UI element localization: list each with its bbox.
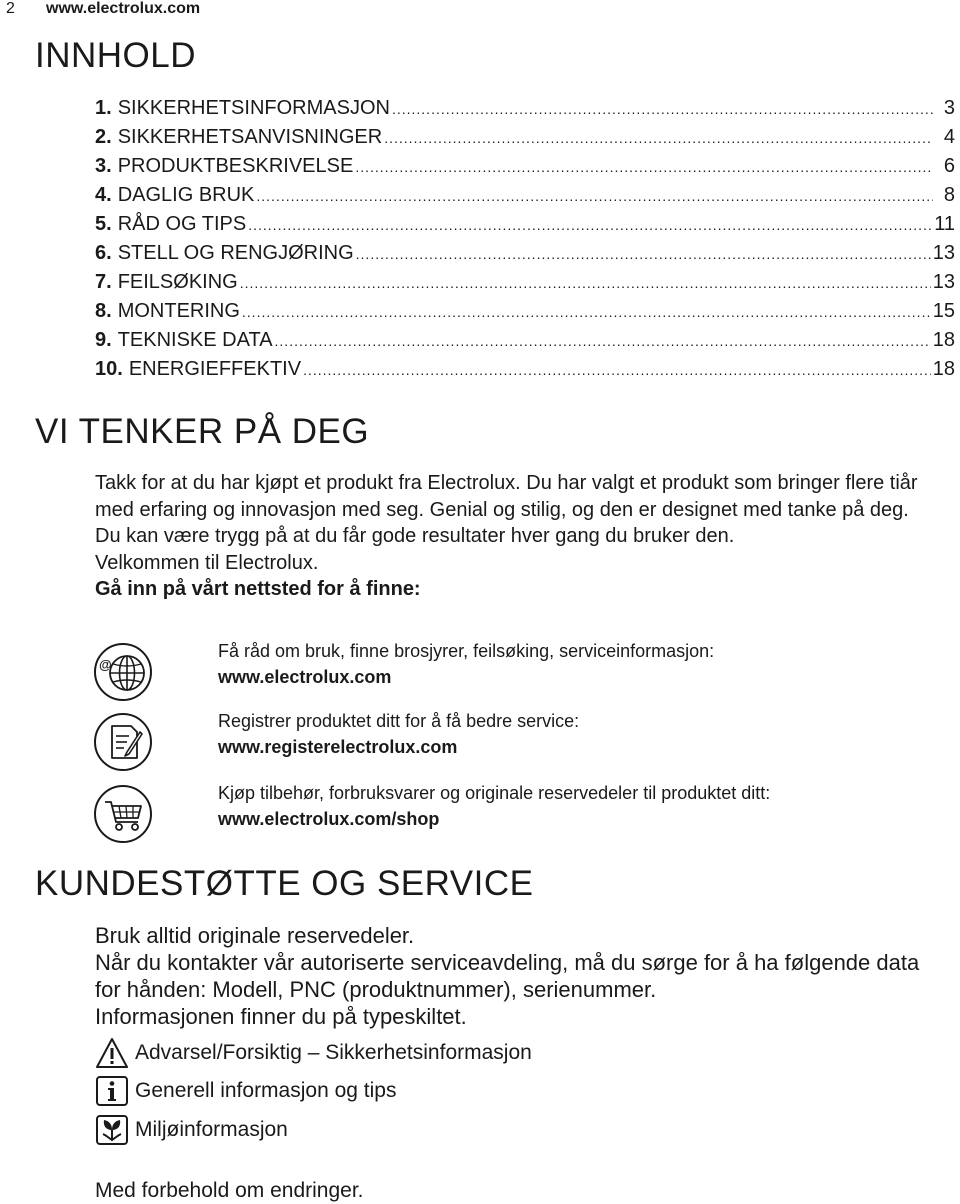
toc-leader-dots [275, 327, 931, 356]
header-website[interactable]: www.electrolux.com [46, 0, 201, 17]
resource-item [218, 638, 938, 690]
page-number: 2 [6, 0, 15, 17]
svg-text:@: @ [99, 657, 112, 672]
globe-at-icon [93, 642, 153, 702]
toc-item[interactable] [95, 355, 955, 384]
toc-item-number: 4. [95, 184, 112, 206]
support-paragraph: Informasjonen finner du på typeskiltet. [95, 1004, 467, 1029]
toc-item-number: 8. [95, 300, 112, 322]
welcome-line: Velkommen til Electrolux. [95, 551, 319, 574]
toc-item-page: 13 [932, 271, 955, 293]
toc-item-label: ENERGIEFFEKTIV [128, 358, 302, 380]
toc-item-page: 18 [932, 358, 955, 380]
toc-item[interactable] [95, 297, 955, 326]
toc-item-page: 13 [932, 242, 955, 264]
toc-item[interactable] [95, 268, 955, 297]
toc-item-number: 1. [95, 97, 112, 119]
toc-item-label: RÅD OG TIPS [117, 213, 247, 235]
toc-item[interactable] [95, 181, 955, 210]
toc-leader-dots [392, 95, 933, 124]
toc-item-page: 15 [932, 300, 955, 322]
support-paragraph: Når du kontakter vår autoriserte serviceavdeling, må du sørge for å ha følgende data for hånden: Modell, PNC (produktnummer), serienummer. [95, 950, 920, 1002]
toc-item-number: 7. [95, 271, 112, 293]
intro-text [95, 470, 925, 603]
legend-label: Advarsel/Forsiktig – Sikkerhetsinformasjon [135, 1041, 532, 1064]
toc-item[interactable] [95, 94, 955, 123]
toc-leader-dots [240, 269, 931, 298]
toc-item-label: FEILSØKING [117, 271, 238, 293]
toc-title: INNHOLD [35, 36, 197, 75]
resource-item [218, 780, 938, 832]
toc-item-page: 18 [932, 329, 955, 351]
support-text [95, 922, 945, 1030]
footer-note: Med forbehold om endringer. [95, 1179, 364, 1202]
table-of-contents [95, 94, 955, 384]
toc-leader-dots [242, 298, 931, 327]
toc-item[interactable] [95, 239, 955, 268]
toc-item[interactable] [95, 152, 955, 181]
website-lead: Gå inn på vårt nettsted for å finne: [95, 578, 421, 600]
resource-item [218, 708, 938, 760]
environment-icon [95, 1114, 129, 1146]
toc-item[interactable] [95, 123, 955, 152]
intro-paragraph: Takk for at du har kjøpt et produkt fra Electrolux. Du har valgt et produkt som bringer flere tiår med erfaring og innovasjon med seg. Genial og stilig, og den er designet med tanke på deg. Du kan være trygg på at du får gode resultater hver gang du bruker den. [95, 472, 918, 547]
legend-item-info [95, 1074, 396, 1108]
info-icon [95, 1075, 129, 1107]
toc-item-number: 3. [95, 155, 112, 177]
resource-link[interactable]: www.electrolux.com/shop [218, 809, 440, 829]
intro-title: VI TENKER PÅ DEG [35, 412, 370, 451]
toc-item-label: PRODUKTBESKRIVELSE [117, 155, 354, 177]
toc-item-label: TEKNISKE DATA [117, 329, 273, 351]
shopping-cart-icon [93, 784, 153, 844]
resource-link[interactable]: www.registerelectrolux.com [218, 737, 458, 757]
page-header [6, 0, 200, 20]
toc-item-page: 3 [943, 97, 955, 119]
legend-item-environment [95, 1113, 288, 1147]
resource-link[interactable]: www.electrolux.com [218, 667, 392, 687]
legend-label: Generell informasjon og tips [135, 1079, 397, 1102]
toc-item-number: 2. [95, 126, 112, 148]
toc-leader-dots [256, 182, 933, 211]
support-paragraph: Bruk alltid originale reservedeler. [95, 923, 415, 948]
toc-leader-dots [356, 240, 931, 269]
register-pen-icon [93, 712, 153, 772]
toc-item[interactable] [95, 210, 955, 239]
toc-leader-dots [303, 356, 931, 385]
toc-item-label: STELL OG RENGJØRING [117, 242, 354, 264]
toc-item-label: SIKKERHETSANVISNINGER [117, 126, 383, 148]
toc-item-label: SIKKERHETSINFORMASJON [117, 97, 390, 119]
toc-leader-dots [248, 211, 932, 240]
toc-item-number: 10. [95, 358, 123, 380]
toc-item-number: 5. [95, 213, 112, 235]
legend-label: Miljøinformasjon [135, 1118, 288, 1141]
toc-item-label: DAGLIG BRUK [117, 184, 255, 206]
toc-leader-dots [384, 124, 933, 153]
support-title: KUNDESTØTTE OG SERVICE [35, 864, 534, 903]
toc-item-page: 4 [943, 126, 955, 148]
toc-item[interactable] [95, 326, 955, 355]
resource-description: Få råd om bruk, finne brosjyrer, feilsøking, serviceinformasjon: [218, 641, 715, 661]
resource-description: Kjøp tilbehør, forbruksvarer og originale reservedeler til produktet ditt: [218, 783, 771, 803]
warning-icon [95, 1037, 129, 1069]
toc-item-label: MONTERING [117, 300, 240, 322]
toc-item-number: 6. [95, 242, 112, 264]
toc-item-page: 6 [943, 155, 955, 177]
toc-leader-dots [355, 153, 933, 182]
toc-item-page: 11 [934, 213, 955, 235]
resource-description: Registrer produktet ditt for å få bedre service: [218, 711, 580, 731]
toc-item-page: 8 [943, 184, 955, 206]
legend-item-warning [95, 1036, 532, 1070]
toc-item-number: 9. [95, 329, 112, 351]
